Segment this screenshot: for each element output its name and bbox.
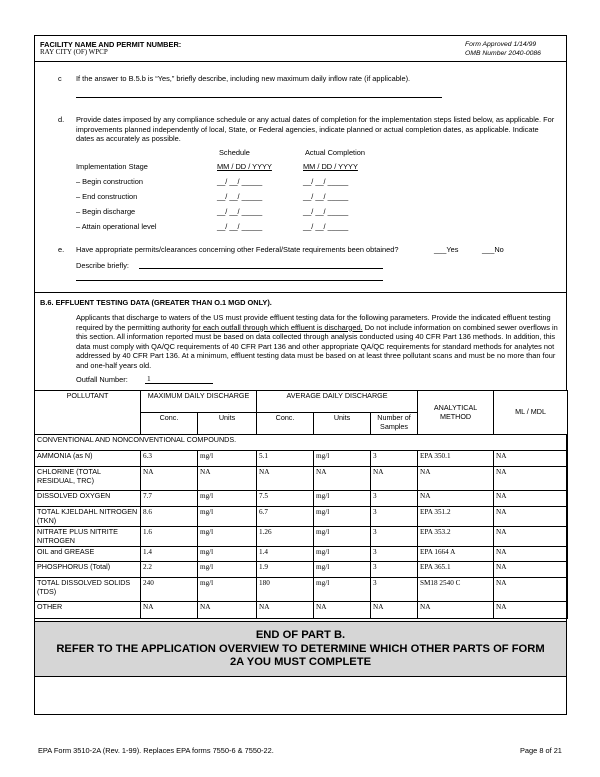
table-row xyxy=(35,547,568,562)
stage-end-construction: – End construction xyxy=(76,192,138,201)
pollutant-cell: OIL and GREASE xyxy=(35,547,141,562)
describe-line-2[interactable] xyxy=(76,280,383,281)
avg-units-cell[interactable]: NA xyxy=(314,602,371,619)
samples-cell[interactable]: 3 xyxy=(371,562,418,578)
max-conc-header: Conc. xyxy=(141,413,198,435)
describe-line[interactable] xyxy=(139,268,383,269)
schedule-date-format: MM / DD / YYYY xyxy=(217,162,272,171)
method-cell[interactable]: NA xyxy=(418,491,494,507)
method-cell[interactable]: SM18 2540 C xyxy=(418,578,494,602)
max-daily-header: MAXIMUM DAILY DISCHARGE xyxy=(141,391,257,413)
facility-name: RAY CITY (OF) WPCP xyxy=(40,48,108,56)
max-conc-cell[interactable]: 1.4 xyxy=(141,547,198,562)
max-conc-cell[interactable]: 7.7 xyxy=(141,491,198,507)
outfall-number-field[interactable]: 1 xyxy=(145,374,213,384)
yes-option[interactable]: ___Yes xyxy=(434,245,459,254)
samples-cell[interactable]: 3 xyxy=(371,491,418,507)
item-c-text: If the answer to B.5.b is “Yes,” briefly describe, including new maximum daily inflow rate (if applicable). xyxy=(76,74,411,83)
table-row xyxy=(35,602,568,619)
b6-title: B.6. EFFLUENT TESTING DATA (GREATER THAN O.1 MGD ONLY). xyxy=(40,298,272,307)
pollutant-cell: NITRATE PLUS NITRITE NITROGEN xyxy=(35,527,141,547)
b6-instructions xyxy=(76,313,560,370)
table-row xyxy=(35,467,568,491)
footer-form-id: EPA Form 3510-2A (Rev. 1-99). Replaces EPA forms 7550-6 & 7550-22. xyxy=(38,746,274,755)
max-units-cell[interactable]: mg/l xyxy=(198,578,257,602)
schedule-date-field[interactable]: __/ __/ _____ xyxy=(217,192,263,201)
stage-label: Implementation Stage xyxy=(76,162,148,171)
method-cell[interactable]: NA xyxy=(418,602,494,619)
end-line-1: END OF PART B. xyxy=(255,629,346,641)
avg-conc-header: Conc. xyxy=(257,413,314,435)
mdl-cell[interactable]: NA xyxy=(494,602,568,619)
schedule-date-field[interactable]: __/ __/ _____ xyxy=(217,222,263,231)
pollutant-cell: AMMONIA (as N) xyxy=(35,451,141,467)
max-units-cell[interactable]: NA xyxy=(198,467,257,491)
mdl-cell[interactable]: NA xyxy=(494,507,568,527)
method-cell[interactable]: NA xyxy=(418,467,494,491)
max-units-cell[interactable]: mg/l xyxy=(198,507,257,527)
table-row xyxy=(35,451,568,467)
avg-conc-cell[interactable]: 1.26 xyxy=(257,527,314,547)
actual-date-field[interactable]: __/ __/ _____ xyxy=(303,222,349,231)
ml-mdl-header: ML / MDL xyxy=(494,391,568,435)
max-units-cell[interactable]: mg/l xyxy=(198,547,257,562)
table-row xyxy=(35,507,568,527)
max-units-cell[interactable]: mg/l xyxy=(198,491,257,507)
end-line-3: 2A YOU MUST COMPLETE xyxy=(229,656,372,668)
max-conc-cell[interactable]: 2.2 xyxy=(141,562,198,578)
pollutant-cell: PHOSPHORUS (Total) xyxy=(35,562,141,578)
omb-number: OMB Number 2040-0086 xyxy=(465,50,541,57)
item-d-text: Provide dates imposed by any compliance schedule or any actual dates of completion for the implementation steps listed below, as applicable. For improvements planned independently of local, State, or Federal agencies, indicate planned or actual completion dates, as applicable. Indicate dates as accurately as possible. xyxy=(76,115,555,143)
section-title: CONVENTIONAL AND NONCONVENTIONAL COMPOUNDS. xyxy=(35,435,568,451)
max-conc-cell[interactable]: 6.3 xyxy=(141,451,198,467)
samples-cell[interactable]: 3 xyxy=(371,578,418,602)
samples-cell[interactable]: 3 xyxy=(371,451,418,467)
pollutant-header: POLLUTANT xyxy=(35,391,141,435)
pollutant-cell: DISSOLVED OXYGEN xyxy=(35,491,141,507)
actual-date-field[interactable]: __/ __/ _____ xyxy=(303,192,349,201)
samples-header: Number of Samples xyxy=(371,413,418,435)
method-cell[interactable]: EPA 350.1 xyxy=(418,451,494,467)
avg-units-cell[interactable]: mg/l xyxy=(314,562,371,578)
max-units-cell[interactable]: NA xyxy=(198,602,257,619)
table-header-row xyxy=(35,391,568,413)
item-e-letter: e. xyxy=(58,245,65,254)
stage-begin-discharge: – Begin discharge xyxy=(76,207,136,216)
mdl-cell[interactable]: NA xyxy=(494,491,568,507)
actual-date-field[interactable]: __/ __/ _____ xyxy=(303,207,349,216)
samples-cell[interactable]: NA xyxy=(371,602,418,619)
end-line-2: REFER TO THE APPLICATION OVERVIEW TO DETERMINE WHICH OTHER PARTS OF FORM xyxy=(56,642,545,655)
method-cell[interactable]: EPA 1664 A xyxy=(418,547,494,562)
avg-conc-cell[interactable]: NA xyxy=(257,467,314,491)
actual-date-format: MM / DD / YYYY xyxy=(303,162,358,171)
avg-conc-cell[interactable]: 1.4 xyxy=(257,547,314,562)
avg-conc-cell[interactable]: 180 xyxy=(257,578,314,602)
avg-units-cell[interactable]: mg/l xyxy=(314,578,371,602)
outfall-label: Outfall Number: xyxy=(76,375,128,384)
avg-units-cell[interactable]: mg/l xyxy=(314,507,371,527)
max-units-header: Units xyxy=(198,413,257,435)
avg-units-cell[interactable]: mg/l xyxy=(314,451,371,467)
method-cell[interactable]: EPA 365.1 xyxy=(418,562,494,578)
method-cell[interactable]: EPA 351.2 xyxy=(418,507,494,527)
actual-completion-heading: Actual Completion xyxy=(305,148,365,157)
max-conc-cell[interactable]: 8.6 xyxy=(141,507,198,527)
avg-units-cell[interactable]: mg/l xyxy=(314,547,371,562)
max-units-cell[interactable]: mg/l xyxy=(198,562,257,578)
avg-conc-cell[interactable]: 7.5 xyxy=(257,491,314,507)
samples-cell[interactable]: 3 xyxy=(371,527,418,547)
item-d-letter: d. xyxy=(58,115,65,124)
max-conc-cell[interactable]: 240 xyxy=(141,578,198,602)
avg-units-cell[interactable]: mg/l xyxy=(314,491,371,507)
pollutant-cell: TOTAL DISSOLVED SOLIDS (TDS) xyxy=(35,578,141,602)
form-approval xyxy=(465,40,541,58)
avg-conc-cell[interactable]: 1.9 xyxy=(257,562,314,578)
mdl-cell[interactable]: NA xyxy=(494,527,568,547)
samples-cell[interactable]: NA xyxy=(371,467,418,491)
stage-begin-construction: – Begin construction xyxy=(76,177,143,186)
stage-attain-operational: – Attain operational level xyxy=(76,222,157,231)
table-row xyxy=(35,527,568,547)
facility-title: FACILITY NAME AND PERMIT NUMBER: xyxy=(40,40,182,49)
pollutant-cell: OTHER xyxy=(35,602,141,619)
b6-para-underlined: for each outfall through which effluent is discharged. xyxy=(192,322,363,332)
effluent-table xyxy=(34,390,568,619)
avg-conc-cell[interactable]: NA xyxy=(257,602,314,619)
schedule-heading: Schedule xyxy=(219,148,250,157)
mdl-cell[interactable]: NA xyxy=(494,547,568,562)
form-approved-text: Form Approved 1/14/99 xyxy=(465,41,537,48)
footer-page-number: Page 8 of 21 xyxy=(520,746,562,755)
b6-divider xyxy=(34,292,567,293)
analytical-method-header: ANALYTICAL METHOD xyxy=(418,391,494,435)
pollutant-cell: CHLORINE (TOTAL RESIDUAL, TRC) xyxy=(35,467,141,491)
mdl-cell[interactable]: NA xyxy=(494,467,568,491)
table-row xyxy=(35,562,568,578)
actual-date-field[interactable]: __/ __/ _____ xyxy=(303,177,349,186)
samples-cell[interactable]: 3 xyxy=(371,547,418,562)
schedule-date-field[interactable]: __/ __/ _____ xyxy=(217,177,263,186)
schedule-date-field[interactable]: __/ __/ _____ xyxy=(217,207,263,216)
avg-units-cell[interactable]: mg/l xyxy=(314,527,371,547)
avg-conc-cell[interactable]: 5.1 xyxy=(257,451,314,467)
describe-label: Describe briefly: xyxy=(76,261,129,270)
table-row xyxy=(35,491,568,507)
samples-cell[interactable]: 3 xyxy=(371,507,418,527)
header-divider xyxy=(34,61,567,62)
no-option[interactable]: ___No xyxy=(482,245,504,254)
mdl-cell[interactable]: NA xyxy=(494,562,568,578)
avg-units-header: Units xyxy=(314,413,371,435)
item-e-text: Have appropriate permits/clearances concerning other Federal/State requirements been obtained? xyxy=(76,245,399,254)
section-row xyxy=(35,435,568,451)
end-of-part-banner xyxy=(34,621,567,677)
avg-daily-header: AVERAGE DAILY DISCHARGE xyxy=(257,391,418,413)
table-row xyxy=(35,578,568,602)
max-conc-cell[interactable]: NA xyxy=(141,602,198,619)
avg-conc-cell[interactable]: 6.7 xyxy=(257,507,314,527)
max-conc-cell[interactable]: 1.6 xyxy=(141,527,198,547)
max-conc-cell[interactable]: NA xyxy=(141,467,198,491)
mdl-cell[interactable]: NA xyxy=(494,578,568,602)
item-c-answer-line[interactable] xyxy=(76,97,442,98)
method-cell[interactable]: EPA 353.2 xyxy=(418,527,494,547)
pollutant-cell: TOTAL KJELDAHL NITROGEN (TKN) xyxy=(35,507,141,527)
item-c-letter: c xyxy=(58,74,62,83)
avg-units-cell[interactable]: NA xyxy=(314,467,371,491)
max-units-cell[interactable]: mg/l xyxy=(198,451,257,467)
max-units-cell[interactable]: mg/l xyxy=(198,527,257,547)
mdl-cell[interactable]: NA xyxy=(494,451,568,467)
b6-para-2: Do not include information on combined sewer overflows in this section. All information reported must be based on data collected through analysis conducted using 40 CFR Part 136 methods. In addition, this data must comply with QA/QC requirements of 40 CFR Part 136 and other appropriate QA/QC requirements for standard methods for analytes not addressed by 40 CFR Part 136. At a minimum, effluent testing data must be based on at least three pollutant scans and must be no more than four and one-half years old. xyxy=(76,322,558,370)
b6-para-1: Applicants that discharge to waters of the US must provide effluent testing data for the following parameters. Provide the indicated effluent testing required by the permitting authority xyxy=(76,313,551,332)
